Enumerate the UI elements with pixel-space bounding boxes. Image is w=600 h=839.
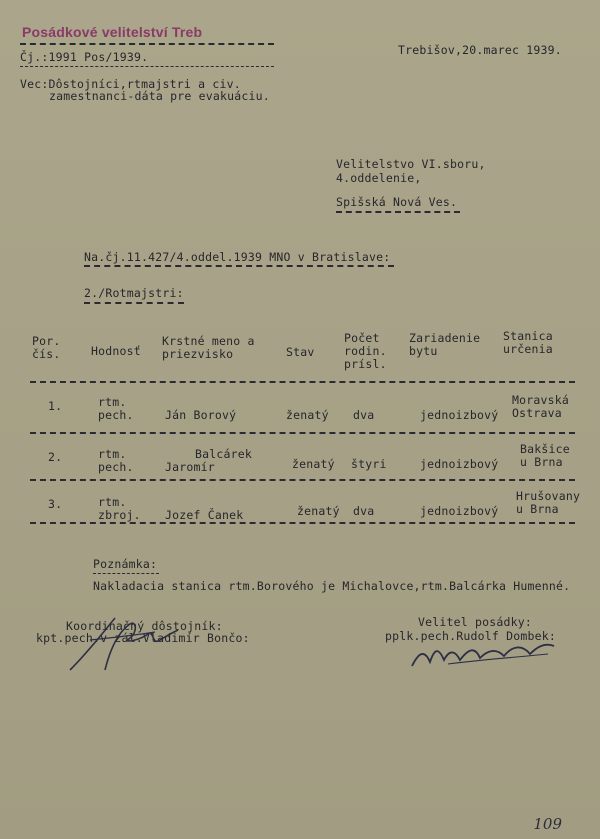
place-date: Trebišov,20.marec 1939. <box>398 43 562 57</box>
reference-line: Na.čj.11.427/4.oddel.1939 MNO v Bratislave: <box>84 250 391 264</box>
subject-line-2: zamestnanci-dáta pre evakuáciu. <box>49 89 270 103</box>
header-stanica-1: Stanica <box>503 329 553 343</box>
row-3-status: ženatý <box>297 504 340 518</box>
left-handwritten-signature <box>60 610 190 680</box>
left-signatory-name: kpt.pech.v zál.Vladimír Bončo: <box>36 631 250 645</box>
row-2-rank-2: pech. <box>98 460 134 474</box>
right-handwritten-signature <box>408 638 558 672</box>
reference-underline <box>20 66 274 67</box>
section-title-underline <box>84 302 184 304</box>
row-3-station-2: u Brna <box>516 502 559 516</box>
stamp-underline <box>20 43 274 45</box>
reference-number: Čj.:1991 Pos/1939. <box>20 50 149 64</box>
institution-stamp: Posádkové velitelství Treb <box>22 24 203 40</box>
row-2-flat: jednoizbový <box>420 457 499 471</box>
row-2-rule <box>30 479 575 481</box>
subject-line-1: Vec:Dôstojníci,rtmajstri a civ. <box>20 77 241 91</box>
row-1-flat: jednoizbový <box>420 408 499 422</box>
reference-line-underline <box>84 265 394 267</box>
row-1-rank-1: rtm. <box>98 395 127 409</box>
row-2-number: 2. <box>48 450 63 464</box>
row-3-rank-2: zbroj. <box>98 508 141 522</box>
recipient-underline <box>336 211 460 213</box>
row-1-station-2: Ostrava <box>512 406 562 420</box>
row-3-station-1: Hrušovany <box>516 489 581 503</box>
row-1-number: 1. <box>48 399 63 413</box>
row-2-station-2: u Brna <box>520 455 563 469</box>
header-meno-2: priezvisko <box>162 347 234 361</box>
recipient-line-3: Spišská Nová Ves. <box>336 195 458 209</box>
note-text: Nakladacia stanica rtm.Borového je Michalovce,rtm.Balcárka Humenné. <box>93 579 571 593</box>
row-3-flat: jednoizbový <box>420 504 499 518</box>
header-pocet-1: Počet <box>344 331 380 345</box>
right-signatory-title: Velitel posádky: <box>418 615 532 629</box>
header-stanica-2: určenia <box>503 342 553 356</box>
row-2-status: ženatý <box>292 457 335 471</box>
right-signatory-name: pplk.pech.Rudolf Dombek: <box>385 629 556 643</box>
row-1-name-2: Ján Borový <box>165 408 237 422</box>
row-1-station-1: Moravská <box>512 393 569 407</box>
header-pocet-2: rodin. <box>344 344 387 358</box>
header-hodnost: Hodnosť <box>91 344 141 358</box>
row-1-rule <box>30 432 575 434</box>
header-por-2: čís. <box>32 347 61 361</box>
table-header-rule <box>30 381 575 383</box>
table-bottom-rule <box>30 522 575 524</box>
note-title: Poznámka: <box>93 557 158 571</box>
page-number: 109 <box>533 815 562 833</box>
header-meno-1: Krstné meno a <box>162 334 255 348</box>
row-3-name-2: Jozef Čanek <box>165 508 244 522</box>
recipient-line-2: 4.oddelenie, <box>336 171 422 185</box>
row-2-station-1: Bakšice <box>520 442 570 456</box>
row-3-family: dva <box>353 504 375 518</box>
recipient-line-1: Velitelstvo VI.sboru, <box>336 157 486 171</box>
row-2-rank-1: rtm. <box>98 447 127 461</box>
header-zariadenie-1: Zariadenie <box>409 331 481 345</box>
note-title-underline <box>93 573 159 574</box>
header-stav: Stav <box>286 345 315 359</box>
header-por-1: Por. <box>32 334 61 348</box>
row-2-name-2: Jaromír <box>165 460 215 474</box>
row-1-status: ženatý <box>286 408 329 422</box>
header-pocet-3: prísl. <box>344 357 387 371</box>
left-signatory-title: Koordinačný dôstojník: <box>66 619 223 633</box>
row-3-rank-1: rtm. <box>98 495 127 509</box>
row-3-number: 3. <box>48 497 63 511</box>
row-1-rank-2: pech. <box>98 408 134 422</box>
row-1-family: dva <box>353 408 375 422</box>
row-2-family: štyri <box>351 457 387 471</box>
row-2-name-1: Balcárek <box>195 447 252 461</box>
section-title: 2./Rotmajstri: <box>84 286 184 300</box>
header-zariadenie-2: bytu <box>409 344 438 358</box>
